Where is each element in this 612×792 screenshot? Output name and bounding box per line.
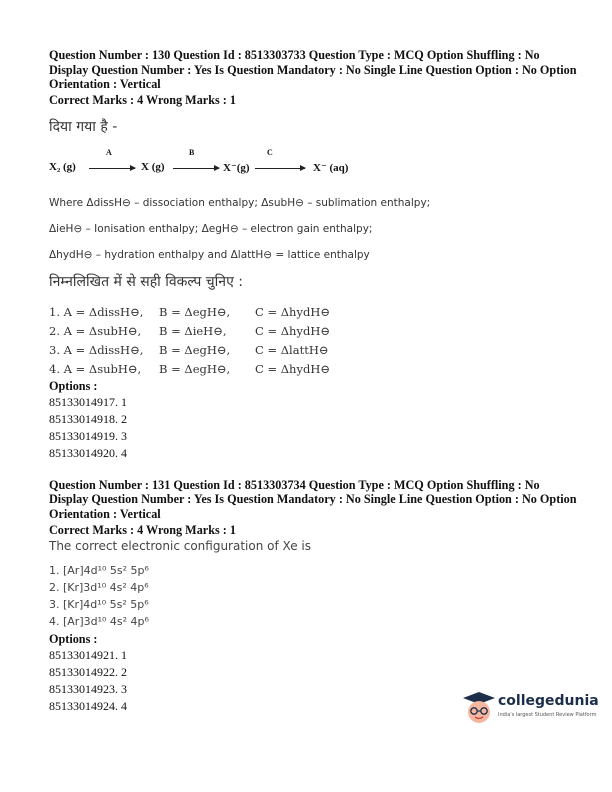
species-x-minus-aq: X⁻ (aq) bbox=[313, 161, 349, 174]
choice-b: B = ΔieH⊖, bbox=[159, 324, 227, 339]
option-id: 85133014919. 3 bbox=[49, 428, 127, 443]
definition-line: ΔieH⊖ – Ionisation enthalpy; ΔegH⊖ – electron gain enthalpy; bbox=[49, 222, 373, 235]
option-id: 85133014921. 1 bbox=[49, 647, 127, 662]
marks-line: Correct Marks : 4 Wrong Marks : 1 bbox=[49, 522, 236, 537]
choice-b: B = ΔegH⊖, bbox=[159, 305, 231, 320]
options-label: Options : bbox=[49, 378, 98, 393]
definition-line: Where ΔdissH⊖ – dissociation enthalpy; ΔsubH⊖ – sublimation enthalpy; bbox=[49, 196, 431, 209]
choice-row bbox=[49, 303, 579, 322]
choices-table bbox=[49, 303, 579, 379]
arrow-b bbox=[173, 168, 219, 169]
meta-line: Orientation : Vertical bbox=[49, 506, 161, 521]
choice-c: C = ΔhydH⊖ bbox=[255, 324, 330, 339]
choice-b: B = ΔegH⊖, bbox=[159, 362, 231, 377]
arrow-a bbox=[89, 168, 135, 169]
question-130 bbox=[49, 48, 579, 462]
choice-item: 4. [Ar]3d¹⁰ 4s² 4p⁶ bbox=[49, 614, 149, 628]
question-meta bbox=[49, 478, 579, 522]
meta-line: Display Question Number : Yes Is Question Mandatory : No Single Line Question Option : No Option bbox=[49, 492, 577, 507]
arrow-label-a: A bbox=[106, 147, 112, 157]
option-id: 85133014918. 2 bbox=[49, 411, 127, 426]
choice-item: 1. [Ar]4d¹⁰ 5s² 5p⁶ bbox=[49, 563, 149, 577]
choice-row bbox=[49, 341, 579, 360]
question-intro: दिया गया है - bbox=[49, 118, 118, 135]
meta-line: Display Question Number : Yes Is Question Mandatory : No Single Line Question Option : No Option bbox=[49, 62, 577, 77]
option-id: 85133014924. 4 bbox=[49, 698, 127, 713]
choice-row bbox=[49, 360, 579, 379]
choice-a: 4. A = ΔsubH⊖, bbox=[49, 362, 142, 377]
logo-wordmark: collegedunia bbox=[498, 693, 599, 709]
meta-line: Orientation : Vertical bbox=[49, 77, 161, 92]
collegedunia-logo bbox=[462, 690, 599, 730]
choice-item: 2. [Kr]3d¹⁰ 4s² 4p⁶ bbox=[49, 580, 149, 594]
species-x-minus-g: X⁻(g) bbox=[223, 161, 250, 174]
meta-line: Question Number : 131 Question Id : 8513303734 Question Type : MCQ Option Shuffling : No bbox=[49, 477, 540, 492]
choice-c: C = ΔlattH⊖ bbox=[255, 343, 329, 358]
choice-item: 3. [Kr]4d¹⁰ 5s² 5p⁶ bbox=[49, 597, 149, 611]
species-x: X (g) bbox=[141, 160, 165, 173]
choice-a: 1. A = ΔdissH⊖, bbox=[49, 305, 144, 320]
choice-row bbox=[49, 322, 579, 341]
arrow-label-c: C bbox=[267, 147, 273, 157]
page-content bbox=[49, 48, 579, 715]
arrow-c bbox=[255, 168, 305, 169]
arrow-label-b: B bbox=[189, 147, 195, 157]
choice-b: B = ΔegH⊖, bbox=[159, 343, 231, 358]
choice-a: 3. A = ΔdissH⊖, bbox=[49, 343, 144, 358]
reaction-scheme bbox=[49, 144, 579, 188]
species-x2: X₂ (g) bbox=[49, 160, 76, 173]
choices-list bbox=[49, 564, 579, 632]
question-meta bbox=[49, 48, 579, 92]
graduate-face-icon bbox=[462, 690, 496, 726]
marks-line: Correct Marks : 4 Wrong Marks : 1 bbox=[49, 92, 236, 107]
option-id: 85133014920. 4 bbox=[49, 445, 127, 460]
definition-line: ΔhydH⊖ – hydration enthalpy and ΔlattH⊖ = lattice enthalpy bbox=[49, 248, 370, 261]
choice-c: C = ΔhydH⊖ bbox=[255, 305, 330, 320]
question-prompt: निम्नलिखित में से सही विकल्प चुनिए : bbox=[49, 273, 243, 290]
choice-a: 2. A = ΔsubH⊖, bbox=[49, 324, 142, 339]
logo-tagline: India's largest Student Review Platform bbox=[498, 712, 597, 718]
options-label: Options : bbox=[49, 631, 98, 646]
option-id: 85133014923. 3 bbox=[49, 681, 127, 696]
question-text: The correct electronic configuration of Xe is bbox=[49, 538, 311, 553]
option-id: 85133014917. 1 bbox=[49, 394, 127, 409]
meta-line: Question Number : 130 Question Id : 8513303733 Question Type : MCQ Option Shuffling : No bbox=[49, 48, 540, 62]
option-id: 85133014922. 2 bbox=[49, 664, 127, 679]
question-131 bbox=[49, 478, 579, 715]
choice-c: C = ΔhydH⊖ bbox=[255, 362, 330, 377]
